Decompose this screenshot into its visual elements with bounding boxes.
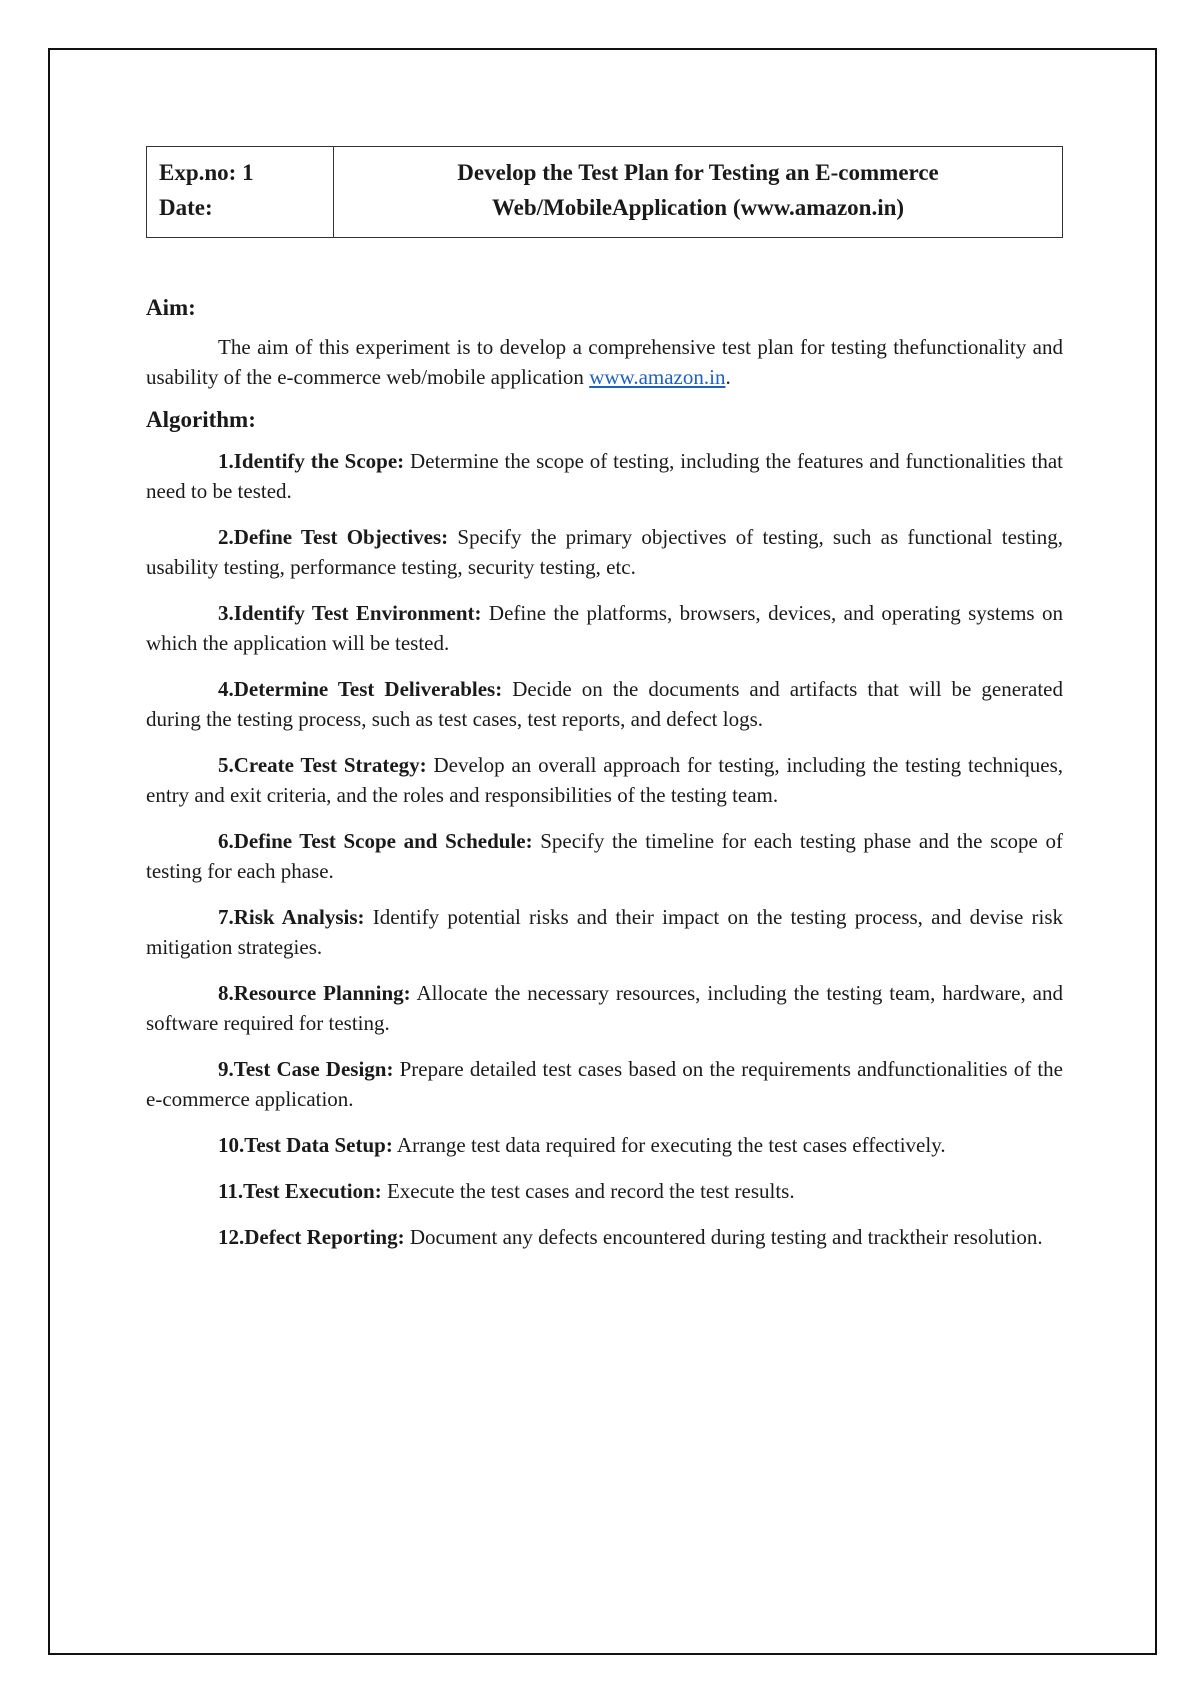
algorithm-step	[146, 522, 1063, 582]
step-label: 8.Resource Planning:	[218, 981, 411, 1005]
step-text: Specify the primary objectives of testing, such as functional testing, usability testing, performance testing, security testing, etc.	[146, 525, 1063, 579]
step-label: 11.Test Execution:	[218, 1179, 382, 1203]
algorithm-heading: Algorithm:	[146, 407, 256, 432]
step-label: 12.Defect Reporting:	[218, 1225, 405, 1249]
step-label: 2.Define Test Objectives:	[218, 525, 449, 549]
step-label: 4.Determine Test Deliverables:	[218, 677, 503, 701]
step-label: 1.Identify the Scope:	[218, 449, 405, 473]
step-label: 9.Test Case Design:	[218, 1057, 394, 1081]
aim-text: The aim of this experiment is to develop a comprehensive test plan for testing thefunctionality and usability of the e-commerce web/mobile application	[146, 335, 1063, 389]
algorithm-step	[146, 674, 1063, 734]
step-text: Allocate the necessary resources, including the testing team, hardware, and software required for testing.	[146, 981, 1064, 1035]
step-text: Develop an overall approach for testing, including the testing techniques, entry and exit criteria, and the roles and responsibilities of the testing team.	[146, 753, 1063, 807]
header-table	[146, 146, 1063, 238]
step-text: Identify potential risks and their impact on the testing process, and devise risk mitigation strategies.	[146, 905, 1063, 959]
algorithm-step	[146, 1130, 1063, 1160]
step-text: Prepare detailed test cases based on the requirements andfunctionalities of the e-commerce application.	[146, 1057, 1064, 1111]
aim-end: .	[725, 365, 731, 389]
algorithm-step	[146, 826, 1063, 886]
step-text: Arrange test data required for executing the test cases effectively.	[392, 1133, 946, 1157]
algorithm-step	[146, 750, 1063, 810]
algorithm-step	[146, 1176, 1063, 1206]
algorithm-step	[146, 598, 1063, 658]
algorithm-steps	[146, 446, 1063, 1252]
title-line-1: Develop the Test Plan for Testing an E-commerce	[457, 160, 939, 185]
step-text: Specify the timeline for each testing phase and the scope of testing for each phase.	[146, 829, 1063, 883]
document-content	[146, 290, 1063, 1268]
algorithm-step	[146, 1222, 1063, 1252]
step-label: 6.Define Test Scope and Schedule:	[218, 829, 533, 853]
aim-heading: Aim:	[146, 295, 196, 320]
title-line-2: Web/MobileApplication (www.amazon.in)	[491, 195, 905, 220]
algorithm-step	[146, 446, 1063, 506]
step-text: Execute the test cases and record the test results.	[381, 1179, 795, 1203]
algorithm-step	[146, 902, 1063, 962]
exp-info-cell	[147, 147, 334, 238]
step-text: Document any defects encountered during testing and trackthe​ir resolution.	[404, 1225, 1043, 1249]
aim-paragraph	[146, 332, 1063, 392]
step-text: Define the platforms, browsers, devices, and operating systems on which the application will be tested.	[146, 601, 1063, 655]
exp-no: Exp.no: 1	[159, 160, 254, 185]
algorithm-step	[146, 1054, 1063, 1114]
step-label: 5.Create Test Strategy:	[218, 753, 427, 777]
amazon-link[interactable]: www.amazon.in	[589, 365, 726, 389]
step-label: 7.Risk Analysis:	[218, 905, 365, 929]
algorithm-step	[146, 978, 1063, 1038]
date-label: Date:	[159, 195, 213, 220]
step-text: Decide on the documents and artifacts that will be generated during the testing process, such as test cases, test reports, and defect logs.	[146, 677, 1063, 731]
title-cell	[334, 147, 1063, 238]
step-label: 3.Identify Test Environment:	[218, 601, 482, 625]
step-text: Determine the scope of testing, including the features and functionalities that need to be tested.	[146, 449, 1063, 503]
step-label: 10.Test Data Setup:	[218, 1133, 393, 1157]
